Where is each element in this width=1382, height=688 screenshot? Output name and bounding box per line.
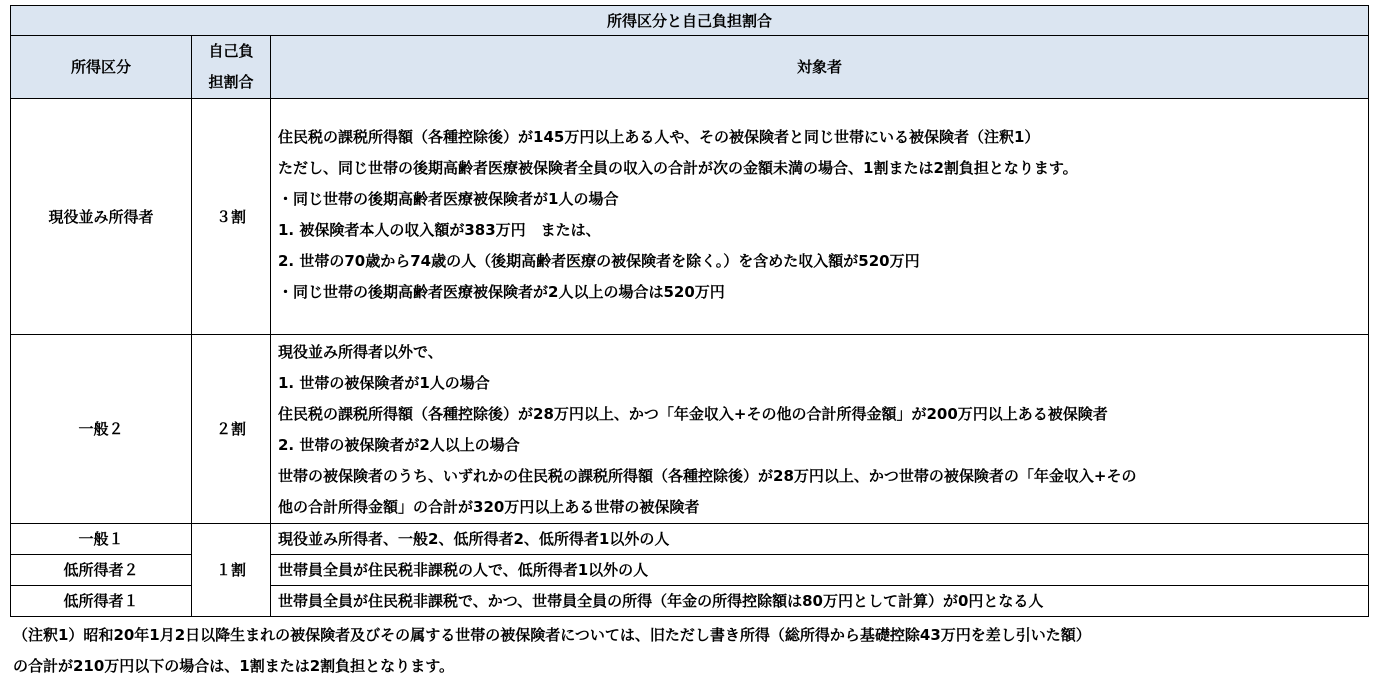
header-ratio-line1: 自己負 <box>208 42 254 60</box>
category-teishotoku2: 低所得者２ <box>11 555 192 586</box>
table-row <box>11 524 1369 555</box>
ratio-genekinami: ３割 <box>192 99 271 335</box>
target-line: 2. 世帯の70歳から74歳の人（後期高齢者医療の被保険者を除く。）を含めた収入額が520万円 <box>278 252 920 270</box>
income-category-table <box>10 5 1369 617</box>
target-genekinami <box>271 99 1369 335</box>
target-line: 1. 被保険者本人の収入額が383万円 または、 <box>278 221 601 239</box>
table-title: 所得区分と自己負担割合 <box>11 6 1369 36</box>
target-line: 住民税の課税所得額（各種控除後）が145万円以上ある人や、その被保険者と同じ世帯にいる被保険者（注釈1） <box>278 128 1040 146</box>
header-target: 対象者 <box>271 36 1369 99</box>
target-teishotoku2: 世帯員全員が住民税非課税の人で、低所得者1以外の人 <box>271 555 1369 586</box>
category-ippan2: 一般２ <box>11 335 192 524</box>
category-ippan1: 一般１ <box>11 524 192 555</box>
category-teishotoku1: 低所得者１ <box>11 586 192 617</box>
header-ratio-line2: 担割合 <box>208 73 254 91</box>
footnote-line1: （注釈1）昭和20年1月2日以降生まれの被保険者及びその属する世帯の被保険者については、旧ただし書き所得（総所得から基礎控除43万円を差し引いた額） <box>13 626 1091 644</box>
target-line: ・同じ世帯の後期高齢者医療被保険者が1人の場合 <box>278 190 619 208</box>
target-line: 住民税の課税所得額（各種控除後）が28万円以上、かつ「年金収入+その他の合計所得金額」が200万円以上ある被保険者 <box>278 405 1108 423</box>
target-line: 1. 世帯の被保険者が1人の場合 <box>278 374 490 392</box>
table-row <box>11 99 1369 335</box>
target-ippan1: 現役並み所得者、一般2、低所得者2、低所得者1以外の人 <box>271 524 1369 555</box>
header-ratio <box>192 36 271 99</box>
header-category: 所得区分 <box>11 36 192 99</box>
ratio-shared: １割 <box>192 524 271 617</box>
footnote-line2: の合計が210万円以下の場合は、1割または2割負担となります。 <box>13 657 454 675</box>
target-teishotoku1: 世帯員全員が住民税非課税で、かつ、世帯員全員の所得（年金の所得控除額は80万円として計算）が0円となる人 <box>271 586 1369 617</box>
footnote <box>13 620 1373 682</box>
target-line: ただし、同じ世帯の後期高齢者医療被保険者全員の収入の合計が次の金額未満の場合、1割または2割負担となります。 <box>278 159 1078 177</box>
target-line: ・同じ世帯の後期高齢者医療被保険者が2人以上の場合は520万円 <box>278 283 725 301</box>
target-ippan2 <box>271 335 1369 524</box>
ratio-ippan2: ２割 <box>192 335 271 524</box>
target-line: 世帯の被保険者のうち、いずれかの住民税の課税所得額（各種控除後）が28万円以上、かつ世帯の被保険者の「年金収入+その <box>278 467 1137 485</box>
target-line: 他の合計所得金額」の合計が320万円以上ある世帯の被保険者 <box>278 498 700 516</box>
target-line: 2. 世帯の被保険者が2人以上の場合 <box>278 436 520 454</box>
table-row <box>11 335 1369 524</box>
target-line: 現役並み所得者以外で、 <box>278 343 443 361</box>
category-genekinami: 現役並み所得者 <box>11 99 192 335</box>
